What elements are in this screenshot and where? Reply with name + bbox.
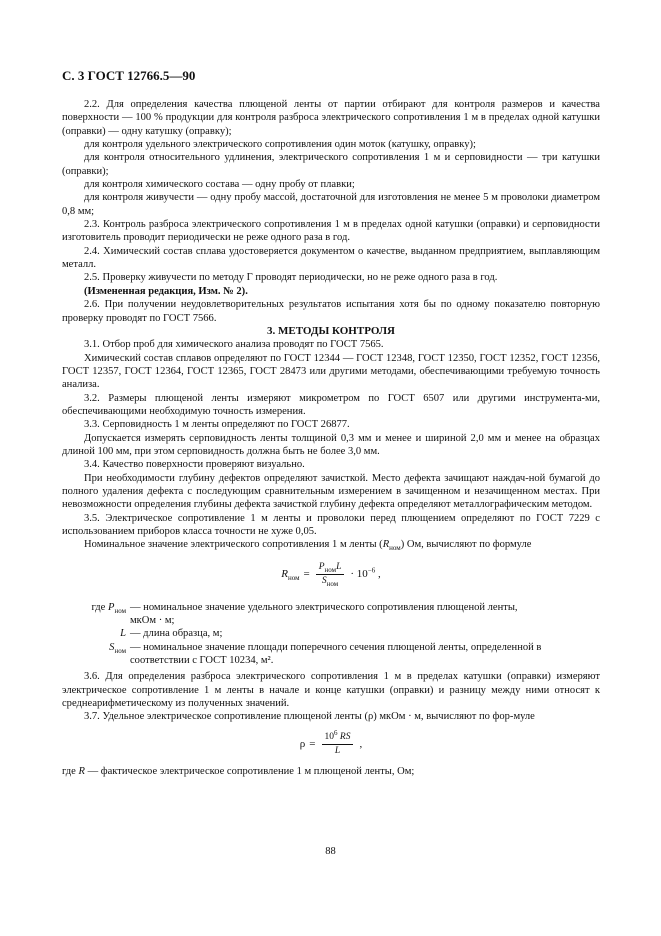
fraction-numerator	[316, 562, 345, 575]
clause-3-7: 3.7. Удельное электрическое сопротивление плющеной ленты (ρ) мкОм · м, вычисляют по фор-муле	[84, 711, 535, 723]
definition-symbol	[62, 641, 130, 654]
symbol-p: P	[318, 561, 325, 572]
formula-expression	[281, 562, 381, 587]
fraction	[322, 728, 354, 757]
factor-text: · 10	[350, 567, 368, 580]
subscript-nom: ном	[389, 544, 401, 553]
amendment-note: (Измененная редакция, Изм. № 2).	[84, 285, 248, 297]
equals-sign: =	[309, 737, 316, 750]
fraction-numerator	[322, 728, 354, 745]
page-number: 88	[325, 846, 336, 857]
subscript-nom: ном	[324, 565, 337, 574]
formula-lhs	[281, 568, 299, 581]
formula-expression	[299, 728, 363, 757]
definition-r	[62, 765, 600, 778]
definition-text: — номинальное значение удельного электрического сопротивления плющеной ленты,	[130, 601, 518, 613]
formula-tail: ,	[359, 737, 363, 750]
fraction-denominator	[319, 575, 341, 587]
formula-r-nom	[62, 562, 600, 587]
fraction-denominator: L	[334, 745, 341, 756]
clause-2-2-item: для контроля химического состава — одну пробу от плавки;	[84, 179, 355, 191]
clause-2-4: 2.4. Химический состав сплава удостоверяется документом о качестве, выданном предприятием, выплавляющим металл.	[62, 245, 600, 271]
symbol-r: R	[382, 539, 390, 551]
symbol-s: S	[109, 641, 115, 653]
numerator-vars: RS	[337, 731, 351, 742]
definition-continuation: мкОм · м;	[130, 615, 175, 627]
clause-2-2-item: для контроля живучести — одну пробу массой, достаточной для изготовления не менее 5 м проволоки диаметром 0,8 мм;	[62, 192, 600, 217]
clause-3-3-text: Допускается измерять серповидность ленты толщиной 0,3 мм и менее и шириной 2,0 мм и менее на образцах длиной 100 мм, при этом серповидность должна быть не более 3,0 мм.	[62, 432, 600, 457]
formula-tail: ,	[375, 567, 381, 580]
definition-text: — номинальное значение площади поперечного сечения плющеной ленты, определенной в	[130, 641, 542, 653]
exponent: 6	[334, 728, 338, 737]
symbol-l: L	[336, 561, 342, 572]
definition-text: — длина образца, м;	[130, 628, 223, 640]
text-run: ) Ом, вычисляют по формуле	[400, 539, 532, 551]
definition-text: — фактическое электрическое сопротивление 1 м плющеной ленты, Ом;	[87, 765, 415, 777]
clause-2-2: 2.2. Для определения качества плющеной ленты от партии отбирают для контроля размеров и качества поверхности — 100 % продукции для контроля разброса электрического сопротивления 1 м в пределах одной катушки (оправки) — одну катушку (оправку);	[62, 99, 600, 137]
text-run: Номинальное значение электрического сопротивления 1 м ленты (	[84, 539, 383, 551]
clause-3-6: 3.6. Для определения разброса электрического сопротивления 1 м в пределах катушки (оправки) измеряют электрическое сопротивление 1 м ленты в начале и конце катушки (оправки) и разницу между ними относят к среднеарифметическому из полученных значений.	[62, 671, 600, 710]
section-title: 3. МЕТОДЫ КОНТРОЛЯ	[267, 324, 395, 337]
definition-p-nom	[62, 601, 600, 614]
page-header: С. 3 ГОСТ 12766.5—90	[62, 68, 196, 83]
clause-2-2-item: для контроля относительного удлинения, электрического сопротивления 1 м и серповидности — три катушки (оправки);	[62, 152, 600, 177]
subscript-nom: ном	[114, 606, 126, 615]
subscript-nom: ном	[326, 579, 339, 588]
definition-continuation: соответствии с ГОСТ 10234, м².	[130, 655, 274, 667]
clause-2-3: 2.3. Контроль разброса электрического сопротивления 1 м в пределах одной катушки (оправки) и серповидности изготовитель проводит периодически не реже одного раза в год.	[62, 219, 600, 244]
clause-3-4: 3.4. Качество поверхности проверяют визуально.	[84, 459, 305, 471]
clause-3-1: 3.1. Отбор проб для химического анализа проводят по ГОСТ 7565.	[84, 339, 384, 351]
where-label: где	[91, 601, 106, 613]
clause-2-5: 2.5. Проверку живучести по методу Г проводят периодически, но не реже одного раза в год.	[84, 272, 498, 284]
clause-3-2: 3.2. Размеры плющеной ленты измеряют микрометром по ГОСТ 6507 или другими инструмента-ми, обеспечивающими необходимую точность измерения.	[62, 392, 600, 417]
subscript-nom: ном	[114, 646, 126, 655]
symbol-s: S	[321, 575, 327, 586]
definition-symbol: L	[120, 628, 126, 640]
formula-factor	[350, 565, 381, 581]
clause-3-5: 3.5. Электрическое сопротивление 1 м ленты и проволоки перед плющением определяют по ГОСТ 7229 с использованием приборов класса точности не хуже 0,05.	[62, 512, 600, 537]
symbol-r: R	[281, 567, 288, 580]
clause-2-6: 2.6. При получении неудовлетворительных результатов испытания хотя бы по одному показателю повторную проверку проводят по ГОСТ 7566.	[62, 299, 600, 324]
symbol-r: R	[78, 765, 85, 777]
where-label: где	[62, 765, 76, 777]
clause-2-2-item: для контроля удельного электрического сопротивления один моток (катушку, оправку);	[84, 139, 476, 151]
definition-l	[62, 627, 600, 640]
subscript-nom: ном	[287, 573, 300, 582]
coefficient: 10	[324, 731, 335, 742]
definition-symbol	[62, 601, 130, 614]
definition-s-nom	[62, 641, 600, 654]
fraction	[316, 562, 345, 587]
symbol-p: P	[108, 601, 115, 613]
clause-3-4-text: При необходимости глубину дефектов определяют зачисткой. Место дефекта зачищают наждач-ной бумагой до полного удаления дефекта с последующим сравнительным измерением в зачищенном и незачищенном местах. При невозможности определения глубины дефекта зачисткой глубину дефекта определяют металлографическим методом.	[62, 472, 600, 511]
symbol-rho: ρ	[299, 737, 306, 750]
equals-sign: =	[303, 567, 310, 580]
clause-3-5-text	[62, 538, 600, 551]
clause-3-3: 3.3. Серповидность 1 м ленты определяют по ГОСТ 26877.	[84, 419, 350, 431]
formula-rho	[62, 728, 600, 757]
document-body	[62, 98, 600, 778]
exponent: −6	[367, 565, 376, 574]
clause-3-1-text: Химический состав сплавов определяют по ГОСТ 12344 — ГОСТ 12348, ГОСТ 12350, ГОСТ 12352, ГОСТ 12356, ГОСТ 12357, ГОСТ 12364, ГОСТ 12365, ГОСТ 28473 или другими методами, обеспечивающими требуемую точность анализа.	[62, 352, 600, 391]
